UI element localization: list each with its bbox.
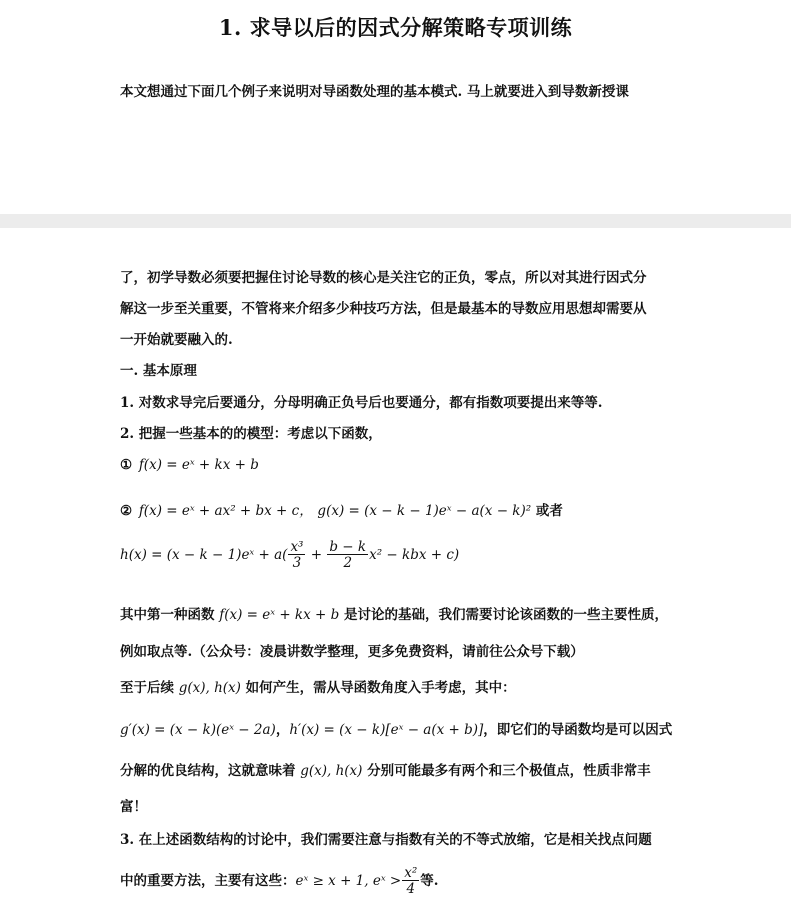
math-plus: + [306,547,327,563]
list-item-1: 1. 对数求导完后要通分，分母明确正负号后也要通分，都有指数项要提出来等等. [120,395,603,411]
math-inequalities: eˣ ≥ x + 1, eˣ > [295,873,402,889]
math-inline: f(x) = eˣ + kx + b [219,607,340,623]
fraction-x2-over-4 [402,866,419,897]
text: 是讨论的基础，我们需要讨论该函数的一些主要性质， [339,607,668,623]
text: 其中第一种函数 [120,607,220,623]
formula-h [120,540,459,571]
fraction-b-k-over-2 [327,540,368,571]
paragraph-line [120,866,438,897]
circled-number-1: ① [120,457,133,473]
math-h-left: h(x) = (x − k − 1)eˣ + a( [120,547,288,563]
frac-den: 4 [406,881,416,897]
paragraph-line: 例如取点等.（公众号：凌晨讲数学整理，更多免费资料，请前往公众号下载） [120,644,584,660]
math-inline: g(x), h(x) [178,680,241,696]
paragraph-line: 一开始就要融入的. [120,332,233,348]
frac-num: x³ [290,539,304,555]
text: 分解的优良结构，这就意味着 [120,763,301,779]
frac-den: 3 [292,555,302,571]
circled-number-2: ② [120,503,133,519]
paragraph-line: 解这一步至关重要，不管将来介绍多少种技巧方法，但是最基本的导数应用思想却需要从 [120,301,647,317]
math-g-derivative: g′(x) = (x − k)(eˣ − 2a) [120,722,276,738]
paragraph-line: 了，初学导数必须要把握住讨论导数的核心是关注它的正负，零点，所以对其进行因式分 [120,270,647,286]
paragraph-line [120,676,516,696]
intro-text: 本文想通过下面几个例子来说明对导函数处理的基本模式. 马上就要进入到导数新授课 [120,84,629,100]
or-text: 或者 [535,503,563,519]
document-title: 1. 求导以后的因式分解策略专项训练 [218,15,573,40]
frac-den: 2 [343,555,353,571]
math-h-derivative: h′(x) = (x − k)[eˣ − a(x + b)] [289,722,484,738]
paragraph-line [120,759,651,779]
formula-1 [120,457,259,473]
math-f2: f(x) = eˣ + ax² + bx + c， [138,503,313,519]
math-inline: g(x), h(x) [300,763,363,779]
text: ， [275,722,290,738]
section-heading: 一. 基本原理 [120,363,197,379]
text: 至于后续 [120,680,179,696]
formula-2 [120,499,563,519]
math-h-right: x² − kbx + c) [369,547,460,563]
paragraph-line [120,603,668,623]
frac-num: x² [404,865,418,881]
text: ，即它们的导函数均是可以因式 [483,722,673,738]
text: 中的重要方法，主要有这些： [120,873,296,889]
math-g: g(x) = (x − k − 1)eˣ − a(x − k)² [317,503,532,519]
text: 等. [420,873,439,889]
page-1 [0,0,791,214]
list-item-2: 2. 把握一些基本的的模型：考虑以下函数， [120,426,382,442]
fraction-x3-over-3 [288,540,305,571]
math-f1: f(x) = eˣ + kx + b [138,457,259,473]
text: 分别可能最多有两个和三个极值点，性质非常丰 [362,763,651,779]
text: 如何产生，需从导函数角度入手考虑，其中： [240,680,516,696]
paragraph-line: 富！ [120,799,147,815]
page-2 [0,228,791,918]
frac-num: b − k [329,539,367,555]
paragraph-line [120,718,672,738]
list-item-3: 3. 在上述函数结构的讨论中，我们需要注意与指数有关的不等式放缩，它是相关找点问题 [120,832,652,848]
